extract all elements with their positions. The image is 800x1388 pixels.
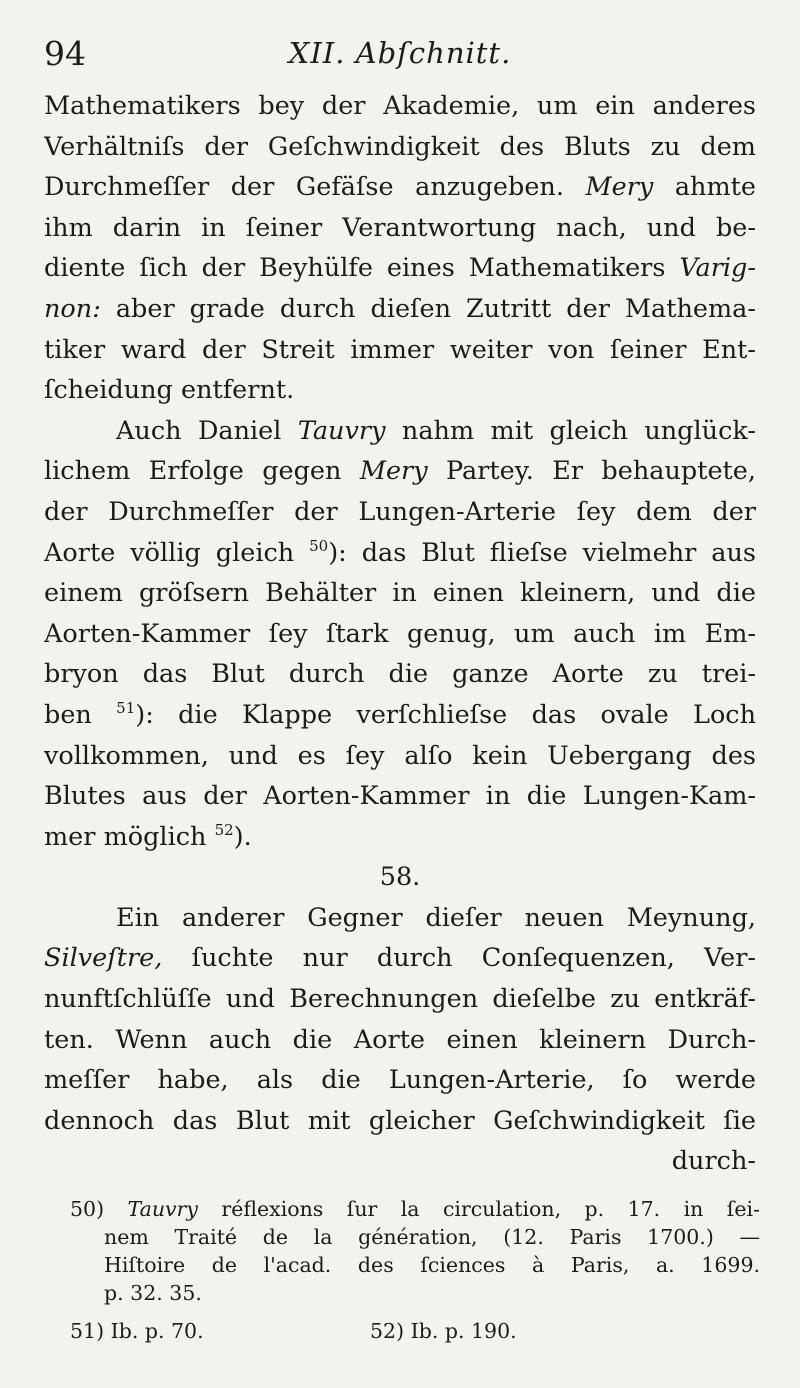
footnote-50: 50) Tauvry réflexions ſur la circulation, p. 17. in ſei- [70, 1197, 760, 1221]
text-line: Aorte völlig gleich $^{50}$): das Blut flieſse vielmehr aus [44, 536, 756, 568]
footnote-ref-52: 52 [214, 820, 234, 839]
footnote-50-line: nem Traité de la génération, (12. Paris 1700.) — [104, 1225, 760, 1249]
page-header [44, 28, 756, 78]
text-line: bryon das Blut durch die ganze Aorte zu trei- [44, 659, 756, 690]
text-line: Durchmeſſer der Gefäſse anzugeben. Mery ahmte [44, 172, 756, 203]
footnote-row [70, 1317, 760, 1345]
text-line: Blutes aus der Aorten-Kammer in die Lungen-Kam- [44, 781, 756, 812]
text-line: nunftſchlüſſe und Berechnungen dieſelbe zu entkräf- [44, 984, 756, 1015]
text-line: einem gröſsern Behälter in einen kleinern, und die [44, 578, 756, 609]
footnote-52: 52) Ib. p. 190. [370, 1319, 517, 1343]
catchword: durch- [671, 1146, 756, 1177]
text-line: vollkommen, und es ſey alſo kein Uebergang des [44, 740, 756, 771]
text-line: Mathematikers bey der Akademie, um ein anderes [44, 91, 756, 121]
text-line: der Durchmeſſer der Lungen-Arterie ſey dem der [44, 496, 756, 527]
body-text [44, 86, 756, 1182]
text-line: ten. Wenn auch die Aorte einen kleinern Durch- [44, 1024, 756, 1055]
text-line: mer möglich $^{52}$). [44, 820, 252, 852]
running-head: XII. Abſchnitt. [288, 36, 512, 70]
text-line: diente ſich der Beyhülfe eines Mathematikers Varig- [44, 253, 756, 284]
footnote-50-line: Hiſtoire de l'acad. des ſciences à Paris, a. 1699. [104, 1253, 760, 1277]
footnote-ref-51: 51 [116, 698, 136, 717]
footnote-51: 51) Ib. p. 70. [70, 1319, 204, 1343]
text-line: Auch Daniel Tauvry nahm mit gleich unglück- [116, 415, 756, 446]
text-line: lichem Erfolge gegen Mery Partey. Er behauptete, [44, 456, 756, 487]
text-line: Verhältniſs der Geſchwindigkeit des Bluts zu dem [44, 131, 756, 162]
text-line: ben $^{51}$): die Klappe verſchlieſse das ovale Loch [44, 698, 756, 730]
section-number: 58. [379, 862, 421, 893]
text-line: Silveſtre, ſuchte nur durch Conſequenzen, Ver- [44, 943, 756, 974]
text-line: Ein anderer Gegner dieſer neuen Meynung, [116, 902, 756, 933]
text-line: tiker ward der Streit immer weiter von ſeiner Ent- [44, 334, 756, 365]
page-number: 94 [44, 34, 86, 73]
footnote-ref-50: 50 [309, 536, 329, 555]
text-line: ſcheidung entfernt. [44, 375, 295, 406]
text-line: non: aber grade durch dieſen Zutritt der Mathema- [44, 293, 756, 324]
text-line: dennoch das Blut mit gleicher Geſchwindigkeit ſie [44, 1105, 756, 1136]
footnotes [70, 1195, 760, 1345]
text-line: ihm darin in ſeiner Verantwortung nach, und be- [44, 212, 756, 243]
text-line: Aorten-Kammer ſey ſtark genug, um auch im Em- [44, 618, 756, 649]
footnote-50-line: p. 32. 35. [104, 1281, 202, 1305]
text-line: meſſer habe, als die Lungen-Arterie, ſo werde [44, 1065, 756, 1096]
